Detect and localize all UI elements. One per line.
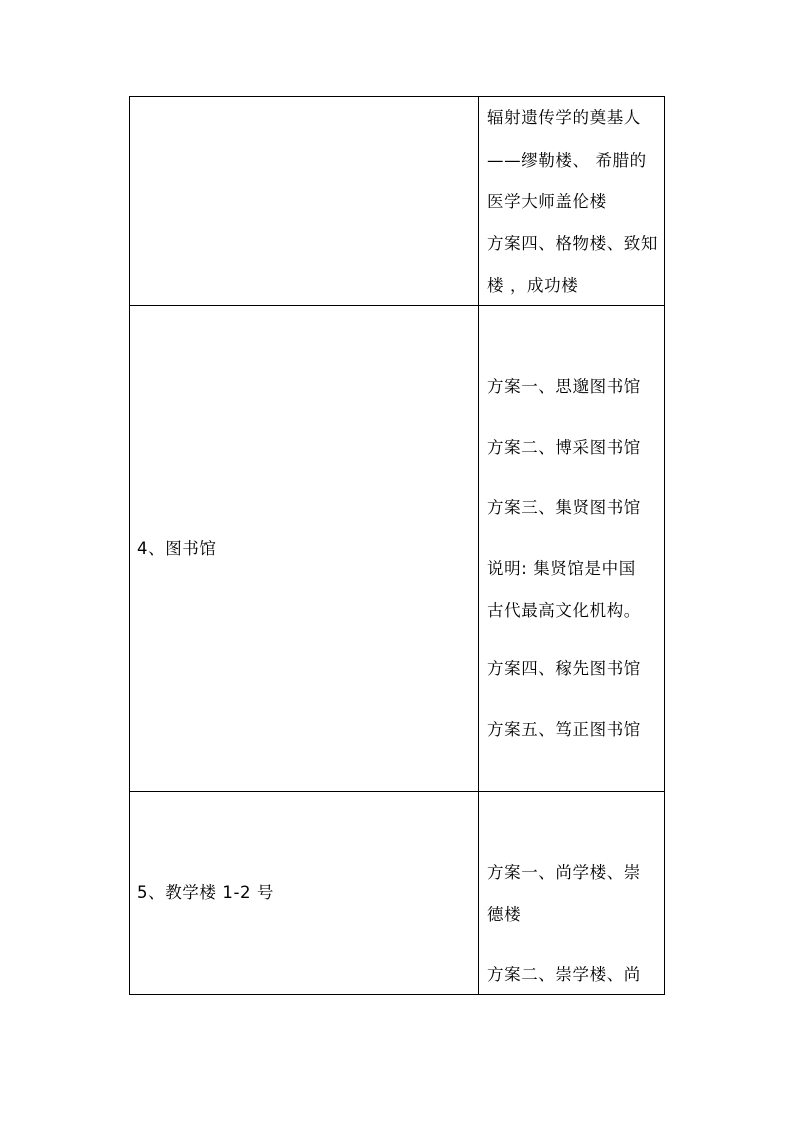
option-line: 古代最高文化机构。 xyxy=(487,601,641,620)
option-line: 方案一、思邈图书馆 xyxy=(487,377,641,396)
option-line: 说明: 集贤馆是中国 xyxy=(487,559,636,578)
option-line: 方案二、博采图书馆 xyxy=(487,438,641,457)
option-line: 方案二、崇学楼、尚 xyxy=(487,965,641,984)
option-line: 方案五、笃正图书馆 xyxy=(487,720,641,739)
option-line: 方案一、尚学楼、崇 xyxy=(487,863,641,882)
row2-options-cell xyxy=(478,305,665,792)
option-line: 方案四、格物楼、致知 xyxy=(487,234,658,253)
option-line: 医学大师盖伦楼 xyxy=(487,192,607,211)
row2-label-cell xyxy=(129,305,479,792)
option-line: 辐射遗传学的奠基人 xyxy=(487,108,641,127)
row3-label-cell xyxy=(129,791,479,995)
row-label-teaching-building: 5、教学楼 1-2 号 xyxy=(137,883,275,902)
option-line: 德楼 xyxy=(487,905,522,924)
row-label-library: 4、图书馆 xyxy=(137,539,217,558)
row3-options-cell xyxy=(478,791,665,995)
row1-label-cell xyxy=(129,96,479,306)
option-line: 楼 ，成功楼 xyxy=(487,276,579,295)
option-line: ——缪勒楼、 希腊的 xyxy=(487,151,647,170)
option-line: 方案三、集贤图书馆 xyxy=(487,498,641,517)
option-line: 方案四、稼先图书馆 xyxy=(487,659,641,678)
row1-options-cell xyxy=(478,96,665,306)
